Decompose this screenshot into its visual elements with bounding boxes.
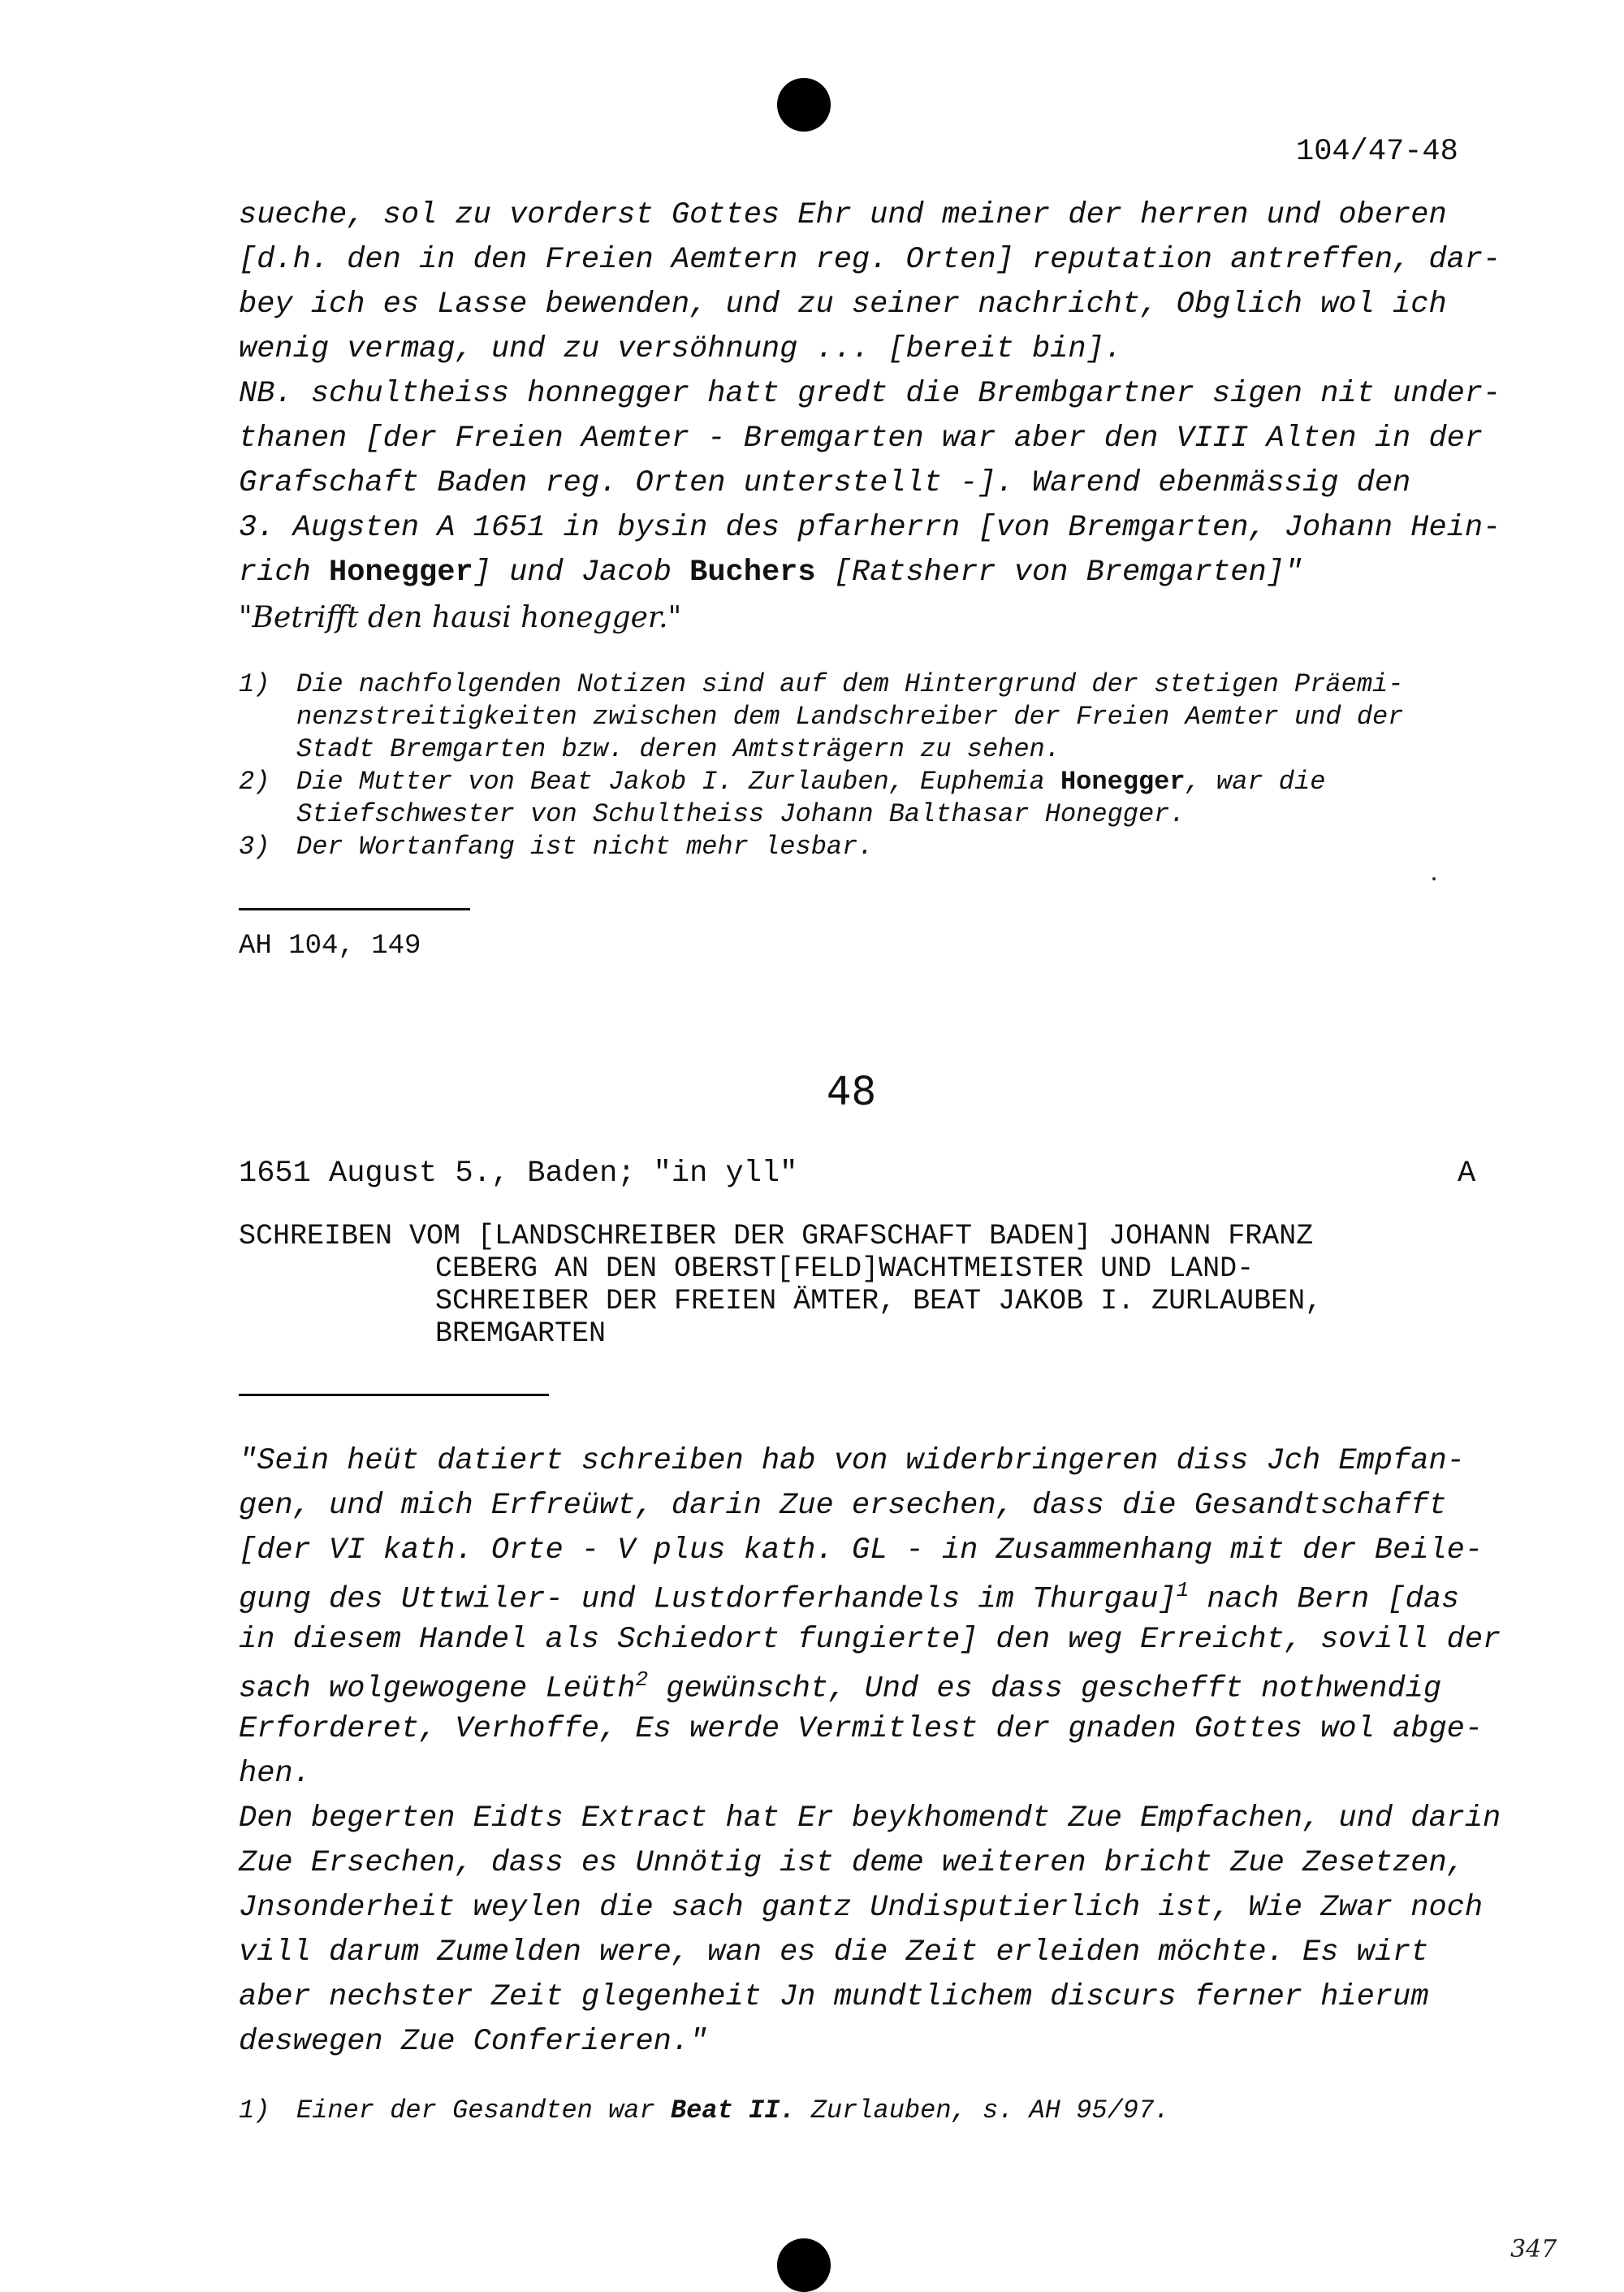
footnote-number: 1) xyxy=(239,2095,270,2126)
title-line: SCHREIBER DER FREIEN ÄMTER, BEAT JAKOB I. ZURLAUBEN, xyxy=(435,1285,1323,1317)
quote-line: vill darum Zumelden were, wan es die Zeit erleiden möchte. Es wirt xyxy=(239,1935,1429,1970)
quote-line: wenig vermag, und zu versöhnung ... [bereit bin]. xyxy=(239,332,1122,366)
footnote-text: , war die xyxy=(1185,767,1326,797)
quote-line: Grafschaft Baden reg. Orten unterstellt -]. Warend ebenmässig den xyxy=(239,466,1411,500)
quote-line: Den begerten Eidts Extract hat Er beykhomendt Zue Empfachen, und darin xyxy=(239,1801,1501,1836)
quote-line: Jnsonderheit weylen die sach gantz Undisputierlich ist, Wie Zwar noch xyxy=(239,1891,1484,1925)
name-emphasis: Honegger xyxy=(1060,767,1186,797)
footnote-line: Stadt Bremgarten bzw. deren Amtsträgern zu sehen. xyxy=(296,734,1060,764)
handwritten-corner-mark: 347 xyxy=(1510,2235,1557,2264)
quote-text: gewünscht, Und es dass geschefft nothwendig xyxy=(648,1671,1442,1706)
quote-line: [der VI kath. Orte - V plus kath. GL - in Zusammenhang mit der Beile- xyxy=(239,1533,1484,1568)
punch-hole-bottom xyxy=(777,2238,831,2292)
quote-line: bey ich es Lasse bewenden, und zu seiner nachricht, Obglich wol ich xyxy=(239,288,1447,322)
quote-line xyxy=(239,1578,1459,1616)
footnote-number: 2) xyxy=(239,767,270,797)
name-emphasis: Beat II. xyxy=(670,2095,796,2126)
title-line: SCHREIBEN VOM [LANDSCHREIBER DER GRAFSCHAFT BADEN] JOHANN FRANZ xyxy=(239,1220,1314,1252)
quote-line: in diesem Handel als Schiedort fungierte] den weg Erreicht, sovill der xyxy=(239,1623,1501,1657)
footnote-text: Die Mutter von Beat Jakob I. Zurlauben, Euphemia xyxy=(296,767,1060,797)
quote-text: ] und Jacob xyxy=(473,556,690,590)
speck xyxy=(1432,877,1436,880)
footnote-line: Der Wortanfang ist nicht mehr lesbar. xyxy=(296,832,874,862)
quote-text: nach Bern [das xyxy=(1189,1582,1460,1617)
separator-rule xyxy=(239,1394,549,1396)
footnote-line: Stiefschwester von Schultheiss Johann Balthasar Honegger. xyxy=(296,799,1186,829)
quote-line: Erforderet, Verhoffe, Es werde Vermitlest der gnaden Gottes wol abge- xyxy=(239,1712,1484,1746)
grade-letter: A xyxy=(1458,1157,1476,1191)
title-line: BREMGARTEN xyxy=(435,1317,607,1350)
quote-line: NB. schultheiss honnegger hatt gredt die Brembgartner sigen nit under- xyxy=(239,377,1501,411)
quote-line: gen, und mich Erfreüwt, darin Zue ersechen, dass die Gesandtschafft xyxy=(239,1489,1447,1523)
quote-line: 3. Augsten A 1651 in bysin des pfarherrn [von Bremgarten, Johann Hein- xyxy=(239,511,1501,545)
handwritten-annotation: "Betrifft den hausi honegger." xyxy=(239,601,682,634)
quote-line: hen. xyxy=(239,1757,311,1791)
quote-text: rich xyxy=(239,556,330,590)
footnote-number: 1) xyxy=(239,669,270,699)
quote-text: gung des Uttwiler- und Lustdorferhandels im Thurgau] xyxy=(239,1582,1177,1617)
footnote-marker: 1 xyxy=(1176,1578,1190,1602)
footnote-line: nenzstreitigkeiten zwischen dem Landschreiber der Freien Aemter und der xyxy=(296,702,1404,732)
punch-hole-top xyxy=(777,78,831,132)
quote-line: thanen [der Freien Aemter - Bremgarten war aber den VIII Alten in der xyxy=(239,422,1484,456)
quote-line: "Sein heüt datiert schreiben hab von widerbringeren diss Jch Empfan- xyxy=(239,1444,1465,1478)
footnote-text: Zurlauben, s. AH 95/97. xyxy=(795,2095,1170,2126)
footnote-line xyxy=(296,767,1325,797)
footnote-text: Einer der Gesandten war xyxy=(296,2095,671,2126)
dateline: 1651 August 5., Baden; "in yll" xyxy=(239,1157,798,1191)
quote-text: sach wolgewogene Leüth xyxy=(239,1671,636,1706)
name-emphasis: Buchers xyxy=(689,556,816,590)
source-reference: AH 104, 149 xyxy=(239,931,421,962)
title-line: CEBERG AN DEN OBERST[FELD]WACHTMEISTER UND LAND- xyxy=(435,1252,1255,1285)
quote-line: deswegen Zue Conferieren." xyxy=(239,2025,708,2059)
footnote-line xyxy=(296,2095,1169,2126)
quote-line: aber nechster Zeit glegenheit Jn mundtlichem discurs ferner hierum xyxy=(239,1980,1429,2014)
quote-line xyxy=(239,556,1302,590)
footnote-line: Die nachfolgenden Notizen sind auf dem Hintergrund der stetigen Präemi- xyxy=(296,669,1404,699)
page-reference: 104/47-48 xyxy=(1296,135,1458,169)
quote-line xyxy=(239,1667,1441,1706)
document-number: 48 xyxy=(827,1069,877,1114)
separator-rule xyxy=(239,908,470,910)
footnote-marker: 2 xyxy=(635,1667,649,1692)
footnote-number: 3) xyxy=(239,832,270,862)
name-emphasis: Honegger xyxy=(329,556,473,590)
quote-line: Zue Ersechen, dass es Unnötig ist deme weiteren bricht Zue Zesetzen, xyxy=(239,1846,1465,1880)
quote-text: [Ratsherr von Bremgarten]" xyxy=(815,556,1303,590)
quote-line: sueche, sol zu vorderst Gottes Ehr und meiner der herren und oberen xyxy=(239,198,1447,232)
quote-line: [d.h. den in den Freien Aemtern reg. Orten] reputation antreffen, dar- xyxy=(239,243,1501,277)
